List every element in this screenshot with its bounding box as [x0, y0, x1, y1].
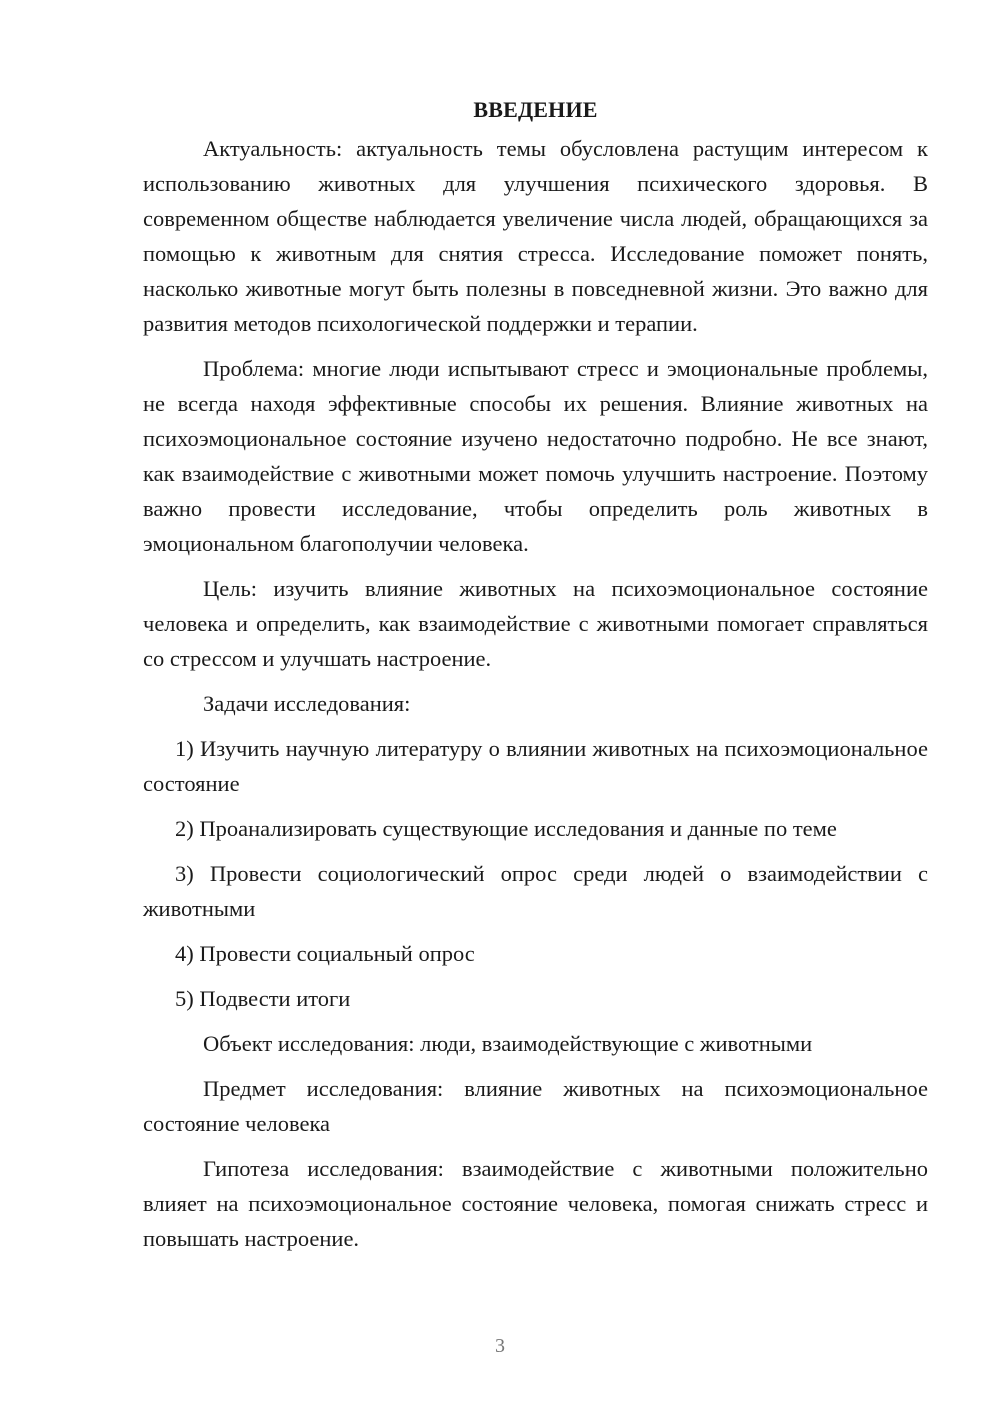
section-title: ВВЕДЕНИЕ — [473, 97, 598, 122]
tasks-heading: Задачи исследования: — [203, 691, 411, 716]
task-item-4: 4) Провести социальный опрос — [175, 941, 475, 966]
document-page — [143, 92, 928, 1256]
goal-paragraph: Цель: изучить влияние животных на психоэмоциональное состояние человека и определить, как взаимодействие с животными помогает справляться со стрессом и улучшать настроение. — [143, 576, 928, 671]
task-item-3: 3) Провести социологический опрос среди людей о взаимодействии с животными — [143, 861, 928, 921]
relevance-paragraph: Актуальность: актуальность темы обусловлена растущим интересом к использованию животных для улучшения психического здоровья. В современном обществе наблюдается увеличение числа людей, обращающихся за помощью к животным для снятия стресса. Исследование поможет понять, насколько животные могут быть полезны в повседневной жизни. Это важно для развития методов психологической поддержки и терапии. — [143, 136, 928, 336]
task-item-2: 2) Проанализировать существующие исследования и данные по теме — [175, 816, 837, 841]
research-hypothesis: Гипотеза исследования: взаимодействие с животными положительно влияет на психоэмоциональное состояние человека, помогая снижать стресс и повышать настроение. — [143, 1156, 928, 1251]
page-number: 3 — [495, 1335, 505, 1357]
task-item-1: 1) Изучить научную литературу о влиянии животных на психоэмоциональное состояние — [143, 736, 928, 796]
task-item-5: 5) Подвести итоги — [175, 986, 351, 1011]
research-object: Объект исследования: люди, взаимодействующие с животными — [203, 1031, 813, 1056]
research-subject: Предмет исследования: влияние животных на психоэмоциональное состояние человека — [143, 1076, 928, 1136]
problem-paragraph: Проблема: многие люди испытывают стресс и эмоциональные проблемы, не всегда находя эффективные способы их решения. Влияние животных на психоэмоциональное состояние изучено недостаточно подробно. Не все знают, как взаимодействие с животными может помочь улучшить настроение. Поэтому важно провести исследование, чтобы определить роль животных в эмоциональном благополучии человека. — [143, 356, 928, 556]
